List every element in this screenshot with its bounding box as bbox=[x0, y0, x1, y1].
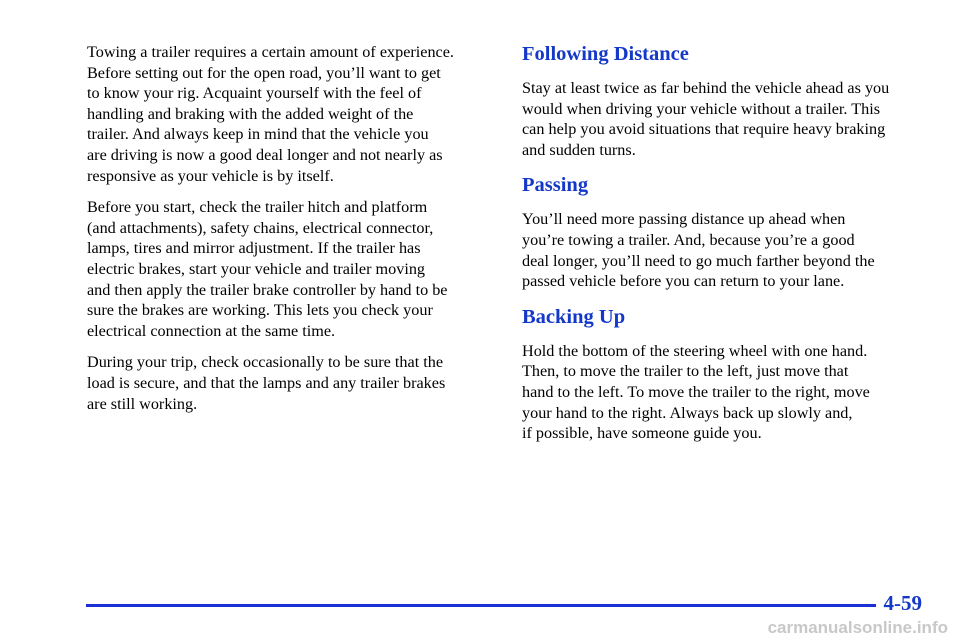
intro-paragraph: Towing a trailer requires a certain amount of experience. Before setting out for the open road, you’ll want to get to know your rig. Acquaint yourself with the feel of handling and braking with the added weight of the trailer. And always keep in mind that the vehicle you are driving is now a good deal longer and not nearly as responsive as your vehicle is by itself. bbox=[87, 43, 454, 185]
footer-rule bbox=[86, 604, 876, 607]
page-number: 4-59 bbox=[883, 591, 922, 615]
backing-up-paragraph: Hold the bottom of the steering wheel with one hand. Then, to move the trailer to the left, just move that hand to the left. To move the trailer to the right, move your hand to the right. Always back up slowly and, if possible, have someone guide you. bbox=[522, 341, 870, 443]
passing-paragraph: You’ll need more passing distance up ahead when you’re towing a trailer. And, because you’re a good deal longer, you’ll need to go much farther beyond the passed vehicle before you can return to your lane. bbox=[522, 210, 875, 291]
watermark: carmanualsonline.info bbox=[767, 618, 948, 637]
right-column bbox=[522, 42, 930, 457]
following-distance-paragraph: Stay at least twice as far behind the vehicle ahead as you would when driving your vehicle without a trailer. This can help you avoid situations that require heavy braking and sudden turns. bbox=[522, 79, 890, 159]
backing-up-heading: Backing Up bbox=[522, 305, 626, 328]
during-trip-paragraph: During your trip, check occasionally to be sure that the load is secure, and that the lamps and any trailer brakes are still working. bbox=[87, 353, 446, 413]
following-distance-heading: Following Distance bbox=[522, 43, 689, 65]
passing-heading: Passing bbox=[522, 174, 589, 197]
pre-trip-check-paragraph: Before you start, check the trailer hitch and platform (and attachments), safety chains, electrical connector, lamps, tires and mirror adjustment. If the trailer has electric brakes, start your vehicle and trailer moving and then apply the trailer brake controller by hand to be sure the brakes are working. This lets you check your electrical connection at the same time. bbox=[87, 198, 448, 340]
left-column bbox=[87, 42, 495, 425]
